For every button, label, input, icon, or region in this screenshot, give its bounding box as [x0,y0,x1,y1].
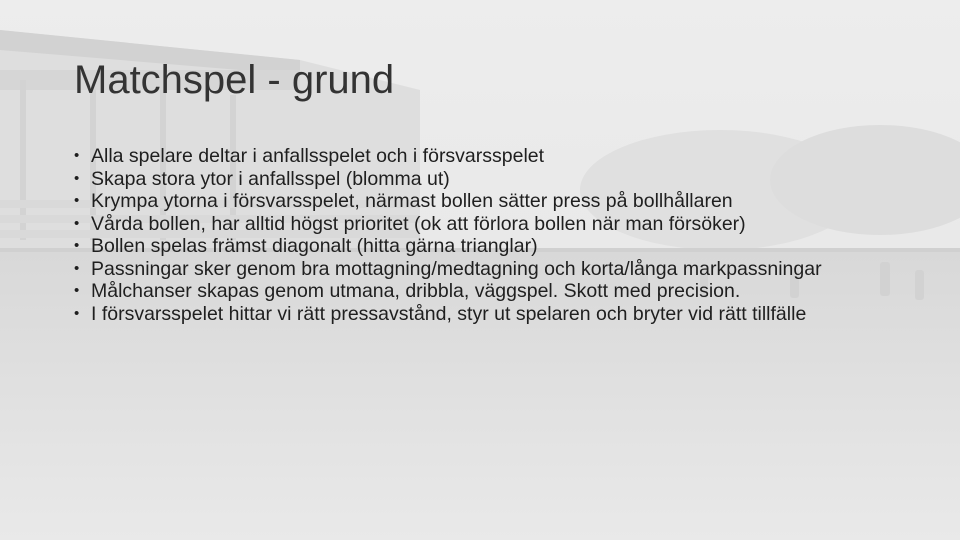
bullet-item [72,168,892,191]
bullet-item [72,213,892,236]
bullet-dot: • [74,237,80,254]
bullet-text: I försvarsspelet hittar vi rätt pressavstånd, styr ut spelaren och bryter vid rätt tillfälle [91,302,807,325]
bullet-text: Skapa stora ytor i anfallsspel (blomma ut) [91,167,450,190]
bullet-item [72,145,892,168]
bullet-dot: • [74,304,80,322]
slide-title: Matchspel - grund [74,58,395,102]
bullet-list [72,145,892,325]
bullet-item [72,280,892,303]
bullet-text: Vårda bollen, har alltid högst prioritet (ok att förlora bollen när man försöker) [91,212,746,235]
bullet-text: Alla spelare deltar i anfallsspelet och i försvarsspelet [91,145,545,167]
bullet-dot: • [74,259,80,277]
bullet-item [72,258,892,281]
bullet-dot: • [74,147,80,164]
bullet-text: Krympa ytorna i försvarsspelet, närmast bollen sätter press på bollhållaren [91,190,733,212]
bullet-dot: • [74,192,80,209]
bullet-text: Passningar sker genom bra mottagning/medtagning och korta/långa markpassningar [91,257,822,280]
bullet-item [72,303,892,326]
bullet-text: Målchanser skapas genom utmana, dribbla, väggspel. Skott med precision. [91,280,741,302]
bullet-dot: • [74,169,80,187]
bullet-item [72,190,892,213]
bullet-dot: • [74,282,80,299]
bullet-item [72,235,892,258]
bullet-dot: • [74,214,80,232]
bullet-text: Bollen spelas främst diagonalt (hitta gärna trianglar) [91,235,538,257]
